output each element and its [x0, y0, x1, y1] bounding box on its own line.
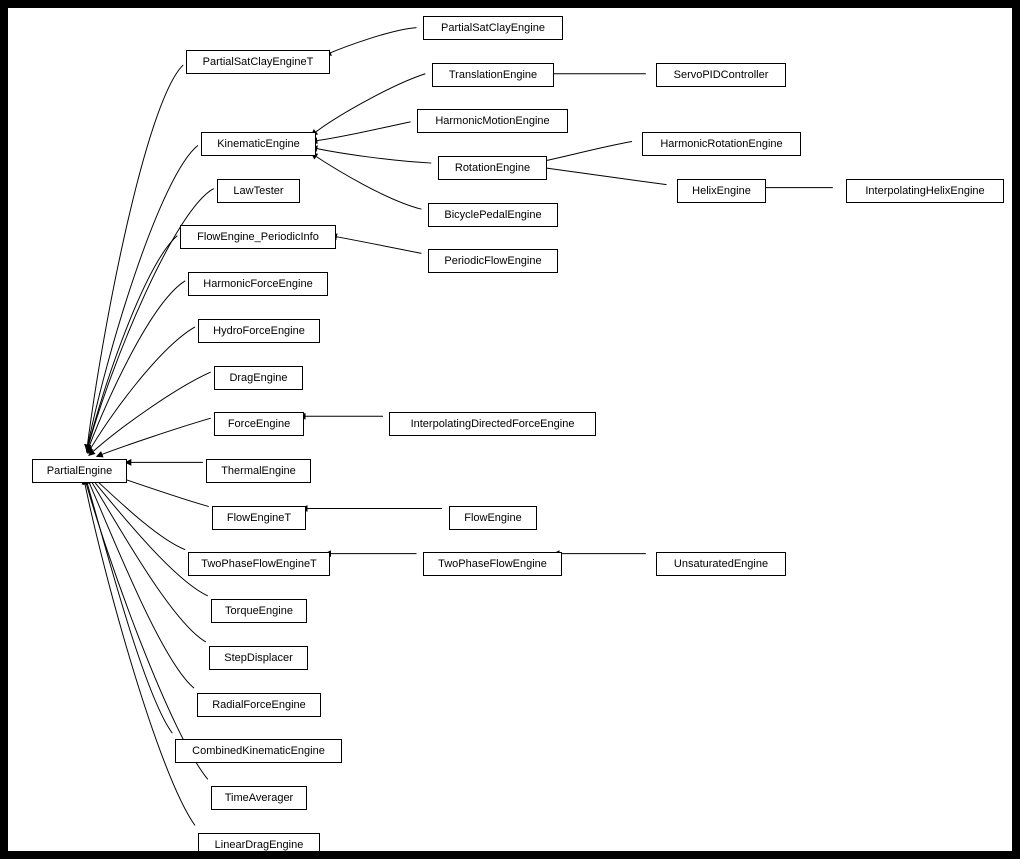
class-node-HarmonicMotionEngine[interactable]: HarmonicMotionEngine — [417, 109, 568, 133]
inheritance-edge — [85, 478, 208, 779]
class-node-ThermalEngine[interactable]: ThermalEngine — [206, 459, 311, 483]
class-node-StepDisplacer[interactable]: StepDisplacer — [209, 646, 308, 670]
inheritance-edge — [325, 28, 417, 55]
class-node-TorqueEngine[interactable]: TorqueEngine — [211, 599, 307, 623]
class-node-RadialForceEngine[interactable]: RadialForceEngine — [197, 693, 321, 717]
class-node-TwoPhaseFlowEngineT[interactable]: TwoPhaseFlowEngineT — [188, 552, 330, 576]
inheritance-edge — [311, 74, 425, 136]
class-node-InterpolatingDirectedForceEngine[interactable]: InterpolatingDirectedForceEngine — [389, 412, 596, 436]
class-node-FlowEngineT[interactable]: FlowEngineT — [212, 506, 306, 530]
class-node-CombinedKinematicEngine[interactable]: CombinedKinematicEngine — [175, 739, 342, 763]
class-node-HarmonicRotationEngine[interactable]: HarmonicRotationEngine — [642, 132, 801, 156]
class-node-PeriodicFlowEngine[interactable]: PeriodicFlowEngine — [428, 249, 558, 273]
class-node-UnsaturatedEngine[interactable]: UnsaturatedEngine — [656, 552, 786, 576]
inheritance-edge — [87, 281, 185, 453]
inheritance-edge — [539, 167, 667, 185]
inheritance-edge — [87, 477, 194, 688]
inheritance-edge — [86, 478, 173, 733]
class-node-FlowEngine[interactable]: FlowEngine — [449, 506, 537, 530]
inheritance-edge — [87, 65, 183, 451]
class-node-PartialEngine[interactable]: PartialEngine — [32, 459, 127, 483]
inheritance-edge — [84, 478, 195, 825]
class-node-HydroForceEngine[interactable]: HydroForceEngine — [198, 319, 320, 343]
inheritance-edge — [89, 372, 211, 455]
class-node-ForceEngine[interactable]: ForceEngine — [214, 412, 304, 436]
inheritance-edge — [90, 476, 208, 596]
inheritance-edge — [91, 475, 185, 550]
class-node-TwoPhaseFlowEngine[interactable]: TwoPhaseFlowEngine — [423, 552, 562, 576]
class-node-KinematicEngine[interactable]: KinematicEngine — [201, 132, 316, 156]
class-node-FlowEngine_PeriodicInfo[interactable]: FlowEngine_PeriodicInfo — [180, 225, 336, 249]
class-node-DragEngine[interactable]: DragEngine — [214, 366, 303, 390]
class-node-TimeAverager[interactable]: TimeAverager — [211, 786, 307, 810]
class-node-PartialSatClayEngine[interactable]: PartialSatClayEngine — [423, 16, 563, 40]
class-node-HarmonicForceEngine[interactable]: HarmonicForceEngine — [188, 272, 328, 296]
class-node-BicyclePedalEngine[interactable]: BicyclePedalEngine — [428, 203, 558, 227]
class-node-ServoPIDController[interactable]: ServoPIDController — [656, 63, 786, 87]
inheritance-edge — [87, 145, 198, 450]
inheritance-edge — [539, 141, 633, 162]
class-node-PartialSatClayEngineT[interactable]: PartialSatClayEngineT — [186, 50, 330, 74]
inheritance-edge — [87, 236, 178, 452]
class-node-TranslationEngine[interactable]: TranslationEngine — [432, 63, 554, 87]
inheritance-edge — [311, 153, 421, 209]
class-node-LawTester[interactable]: LawTester — [217, 179, 300, 203]
inheritance-edge — [311, 122, 410, 142]
inheritance-edge — [331, 236, 422, 254]
class-node-LinearDragEngine[interactable]: LinearDragEngine — [198, 833, 320, 857]
inheritance-edge — [311, 147, 431, 163]
class-node-HelixEngine[interactable]: HelixEngine — [677, 179, 766, 203]
inheritance-edge — [97, 418, 211, 456]
inheritance-edge — [88, 327, 195, 454]
class-node-RotationEngine[interactable]: RotationEngine — [438, 156, 547, 180]
class-node-InterpolatingHelixEngine[interactable]: InterpolatingHelixEngine — [846, 179, 1004, 203]
